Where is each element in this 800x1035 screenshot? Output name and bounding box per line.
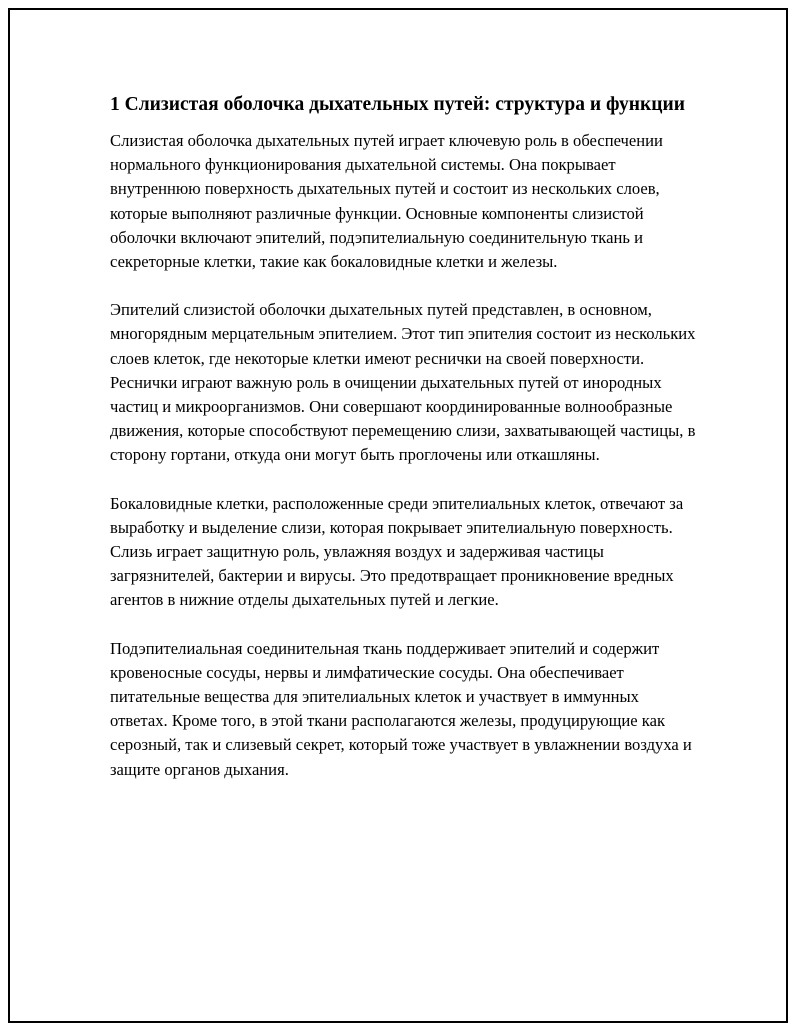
document-body [110,91,700,806]
paragraph-4: Подэпителиальная соединительная ткань поддерживает эпителий и содержит кровеносные сосуды, нервы и лимфатические сосуды. Она обеспечивает питательные вещества для эпителиальных клеток и участвует в иммунных ответах. Кроме того, в этой ткани располагаются железы, продуцирующие как серозный, так и слизевый секрет, который тоже участвует в увлажнении воздуха и защите органов дыхания. [110,638,692,779]
paragraph-1: Слизистая оболочка дыхательных путей играет ключевую роль в обеспечении нормального функционирования дыхательной системы. Она покрывает внутреннюю поверхность дыхательных путей и состоит из нескольких слоев, которые выполняют различные функции. Основные компоненты слизистой оболочки включают эпителий, подэпителиальную соединительную ткань и секреторные клетки, такие как бокаловидные клетки и железы. [110,131,663,272]
paragraph-2: Эпителий слизистой оболочки дыхательных путей представлен, в основном, многорядным мерцательным эпителием. Этот тип эпителия состоит из нескольких слоев клеток, где некоторые клетки имеют реснички на своей поверхности. Реснички играют важную роль в очищении дыхательных путей от инородных частиц и микроорганизмов. Они совершают координированные волнообразные движения, которые способствуют перемещению слизи, захватывающей частицы, в сторону гортани, откуда они могут быть проглочены или откашляны. [110,300,696,465]
paragraph-3: Бокаловидные клетки, расположенные среди эпителиальных клеток, отвечают за выработку и выделение слизи, которая покрывает эпителиальную поверхность. Слизь играет защитную роль, увлажняя воздух и задерживая частицы загрязнителей, бактерии и вирусы. Это предотвращает проникновение вредных агентов в нижние отделы дыхательных путей и легкие. [110,493,684,610]
section-heading: 1 Слизистая оболочка дыхательных путей: структура и функции [110,94,685,115]
